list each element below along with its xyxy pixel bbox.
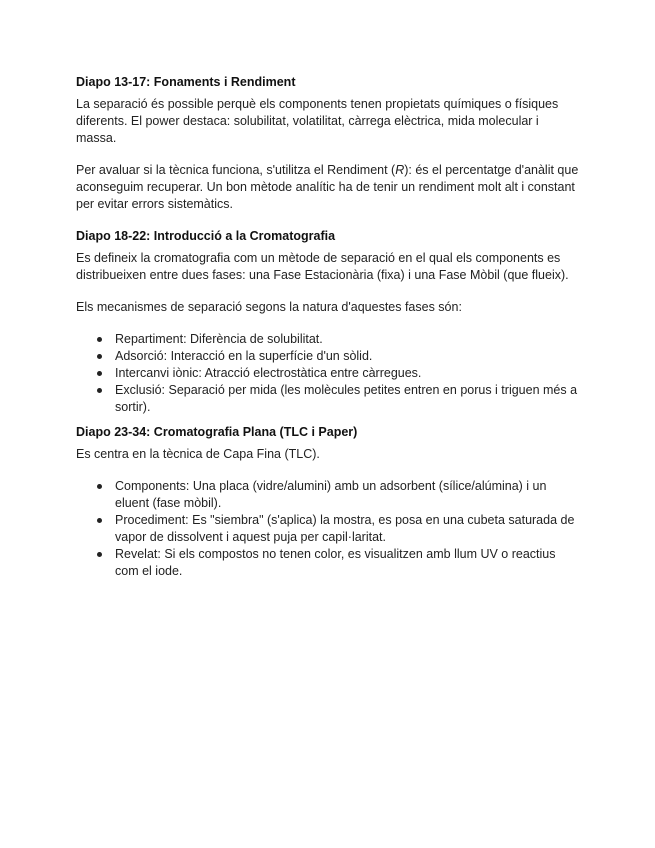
list-item: Adsorció: Interacció en la superfície d'un sòlid. xyxy=(76,348,581,365)
document-page xyxy=(76,74,581,588)
bullet-icon xyxy=(97,354,102,359)
paragraph: Es centra en la tècnica de Capa Fina (TLC). xyxy=(76,447,320,461)
bullet-icon xyxy=(97,337,102,342)
paragraph: Els mecanismes de separació segons la natura d'aquestes fases són: xyxy=(76,300,462,314)
bullet-icon xyxy=(97,388,102,393)
list-item: Procediment: Es "siembra" (s'aplica) la mostra, es posa en una cubeta saturada de vapor de dissolvent i aquest puja per capil·laritat. xyxy=(76,512,581,546)
bullet-list xyxy=(76,331,581,416)
bullet-icon xyxy=(97,484,102,489)
section-title: Diapo 18-22: Introducció a la Cromatografia xyxy=(76,229,336,243)
list-item: Intercanvi iònic: Atracció electrostàtica entre càrregues. xyxy=(76,365,581,382)
list-item: Exclusió: Separació per mida (les molècules petites entren en porus i triguen més a sortir). xyxy=(76,382,581,416)
paragraph: La separació és possible perquè els components tenen propietats químiques o físiques diferents. El power destaca: solubilitat, volatilitat, càrrega elèctrica, mida molecular i massa. xyxy=(76,97,559,145)
list-item: Components: Una placa (vidre/alumini) amb un adsorbent (sílice/alúmina) i un eluent (fase mòbil). xyxy=(76,478,581,512)
list-item: Revelat: Si els compostos no tenen color, es visualitzen amb llum UV o reactius com el iode. xyxy=(76,546,581,580)
paragraph: Es defineix la cromatografia com un mètode de separació en el qual els components es distribueixen entre dues fases: una Fase Estacionària (fixa) i una Fase Mòbil (que flueix). xyxy=(76,251,569,282)
bullet-icon xyxy=(97,518,102,523)
bullet-icon xyxy=(97,552,102,557)
bullet-icon xyxy=(97,371,102,376)
bullet-list xyxy=(76,478,581,580)
section-title: Diapo 23-34: Cromatografia Plana (TLC i Paper) xyxy=(76,425,358,439)
list-item: Repartiment: Diferència de solubilitat. xyxy=(76,331,581,348)
section-title: Diapo 13-17: Fonaments i Rendiment xyxy=(76,75,296,89)
paragraph: Per avaluar si la tècnica funciona, s'utilitza el Rendiment (R): és el percentatge d'anàlit que aconseguim recuperar. Un bon mètode analític ha de tenir un rendiment molt alt i constant per evitar errors sistemàtics. xyxy=(76,163,579,211)
